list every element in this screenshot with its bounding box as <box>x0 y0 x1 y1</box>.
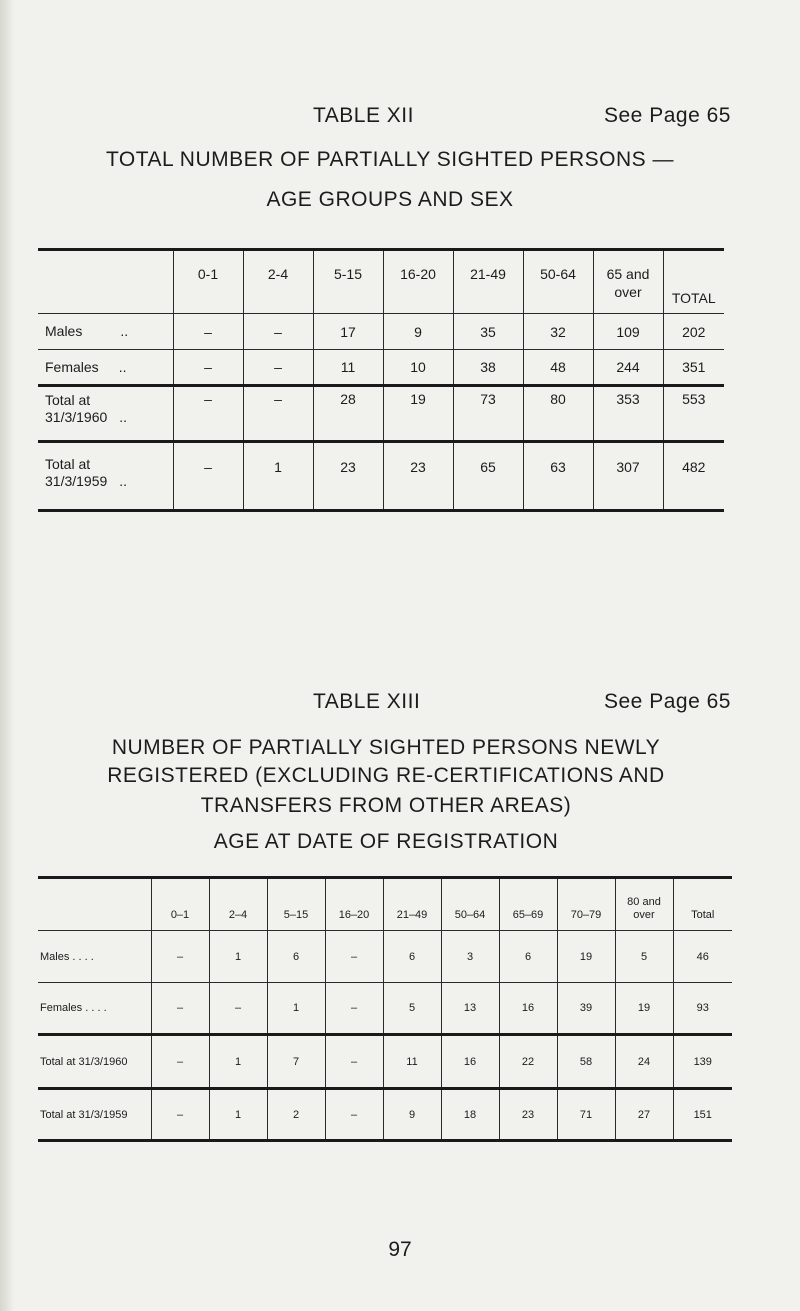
table13-cell: 22 <box>499 1035 557 1089</box>
table13-row <box>38 931 732 983</box>
table12-cell: 23 <box>383 442 453 511</box>
table12-cell: 351 <box>663 350 724 386</box>
table12-cell: 28 <box>313 386 383 442</box>
table13-header-cell: 65–69 <box>499 878 557 931</box>
table12-row-label: Total at 31/3/1959 .. <box>38 442 173 511</box>
table13-cell: 3 <box>441 931 499 983</box>
table13-title-line2: REGISTERED (EXCLUDING RE-CERTIFICATIONS AND <box>107 764 665 787</box>
table13-cell: 16 <box>499 983 557 1035</box>
table12-row-label: Total at 31/3/1960 .. <box>38 386 173 442</box>
table13-cell: 46 <box>673 931 732 983</box>
table12 <box>38 248 724 512</box>
table13-cell: – <box>325 983 383 1035</box>
table13-header-cell: 5–15 <box>267 878 325 931</box>
table13-cell: 1 <box>209 1035 267 1089</box>
table13-cell: 18 <box>441 1089 499 1141</box>
table12-cell: – <box>173 442 243 511</box>
table12-header-blank <box>38 250 173 314</box>
table12-number: TABLE XII <box>313 104 414 127</box>
table12-title-line1: TOTAL NUMBER OF PARTIALLY SIGHTED PERSONS — <box>105 148 674 171</box>
table13-cell: 6 <box>267 931 325 983</box>
table12-cell: 38 <box>453 350 523 386</box>
table13-header-cell: 2–4 <box>209 878 267 931</box>
table12-cell: 244 <box>593 350 663 386</box>
table13-row <box>38 1035 732 1089</box>
table12-title-line2: AGE GROUPS AND SEX <box>266 188 514 211</box>
table12-header-cell: 0-1 <box>173 250 243 314</box>
table12-header-cell: 21-49 <box>453 250 523 314</box>
table12-cell: 48 <box>523 350 593 386</box>
table13-row-label: Total at 31/3/1960 <box>38 1035 151 1089</box>
table12-cell: 63 <box>523 442 593 511</box>
page-number: 97 <box>388 1238 412 1261</box>
table12-cell: 35 <box>453 314 523 350</box>
table13-cell: 27 <box>615 1089 673 1141</box>
table13-cell: 93 <box>673 983 732 1035</box>
table12-row-label: Males .. <box>38 314 173 350</box>
table12-cell: 553 <box>663 386 724 442</box>
table13-cell: 9 <box>383 1089 441 1141</box>
table12-cell: 17 <box>313 314 383 350</box>
table12-cell: 73 <box>453 386 523 442</box>
table12-see-page: See Page 65 <box>604 104 731 127</box>
table12-cell: 1 <box>243 442 313 511</box>
table12-cell: – <box>243 314 313 350</box>
table13-cell: – <box>325 1035 383 1089</box>
table12-cell: – <box>243 386 313 442</box>
table12-cell: – <box>243 350 313 386</box>
table13-cell: 139 <box>673 1035 732 1089</box>
table12-header-cell: 5-15 <box>313 250 383 314</box>
table13-title-line4: AGE AT DATE OF REGISTRATION <box>213 830 559 853</box>
table12-cell: 80 <box>523 386 593 442</box>
table13-cell: 23 <box>499 1089 557 1141</box>
table13-cell: 6 <box>383 931 441 983</box>
table13-cell: 71 <box>557 1089 615 1141</box>
table12-cell: 202 <box>663 314 724 350</box>
table13-cell: – <box>151 983 209 1035</box>
table12-row <box>38 442 724 511</box>
table12-row <box>38 386 724 442</box>
table13-cell: 1 <box>267 983 325 1035</box>
table13-header-cell: 70–79 <box>557 878 615 931</box>
table13-cell: 24 <box>615 1035 673 1089</box>
table13-cell: – <box>209 983 267 1035</box>
table13-row-label: Males . . . . <box>38 931 151 983</box>
table13-cell: – <box>325 931 383 983</box>
table12-heading <box>0 104 800 134</box>
table12-header-cell: 2-4 <box>243 250 313 314</box>
table12-cell: – <box>173 386 243 442</box>
table13-row-label: Females . . . . <box>38 983 151 1035</box>
table13-see-page: See Page 65 <box>604 690 731 713</box>
table13-cell: 7 <box>267 1035 325 1089</box>
table13-title-line1: NUMBER OF PARTIALLY SIGHTED PERSONS NEWLY <box>111 736 661 759</box>
table12-header-row <box>38 250 724 314</box>
table12-cell: 353 <box>593 386 663 442</box>
table13-cell: 58 <box>557 1035 615 1089</box>
table13-header-total: Total <box>673 878 732 931</box>
table12-cell: 19 <box>383 386 453 442</box>
table12-header-cell: 65 and over <box>593 250 663 314</box>
table13-number: TABLE XIII <box>313 690 421 713</box>
table13-header-cell: 80 and over <box>615 878 673 931</box>
table13-cell: 19 <box>615 983 673 1035</box>
table13-cell: – <box>151 1035 209 1089</box>
table13-row-label: Total at 31/3/1959 <box>38 1089 151 1141</box>
table12-header-cell: 50-64 <box>523 250 593 314</box>
table13-cell: 13 <box>441 983 499 1035</box>
table13-title-line3: TRANSFERS FROM OTHER AREAS) <box>200 794 572 817</box>
table12-header-total: TOTAL <box>663 250 724 314</box>
table13-header-cell: 16–20 <box>325 878 383 931</box>
table13-cell: – <box>151 1089 209 1141</box>
table12-row <box>38 314 724 350</box>
table12-cell: – <box>173 350 243 386</box>
table13-cell: 5 <box>615 931 673 983</box>
table12-cell: 10 <box>383 350 453 386</box>
table12-cell: 482 <box>663 442 724 511</box>
table12-cell: 11 <box>313 350 383 386</box>
table13-cell: 11 <box>383 1035 441 1089</box>
table13-cell: – <box>325 1089 383 1141</box>
table12-cell: 32 <box>523 314 593 350</box>
table13-cell: 1 <box>209 931 267 983</box>
table13-cell: 39 <box>557 983 615 1035</box>
table12-cell: 109 <box>593 314 663 350</box>
table12-row-label: Females .. <box>38 350 173 386</box>
table13-cell: 16 <box>441 1035 499 1089</box>
table13-cell: 19 <box>557 931 615 983</box>
table13-cell: 151 <box>673 1089 732 1141</box>
table12-row <box>38 350 724 386</box>
table13-heading <box>0 690 800 720</box>
table12-cell: 23 <box>313 442 383 511</box>
table13-cell: 2 <box>267 1089 325 1141</box>
table13-cell: 1 <box>209 1089 267 1141</box>
table12-cell: 9 <box>383 314 453 350</box>
table13-header-row <box>38 878 732 931</box>
table12-cell: – <box>173 314 243 350</box>
table13-cell: – <box>151 931 209 983</box>
table13-row <box>38 983 732 1035</box>
table13-header-cell: 50–64 <box>441 878 499 931</box>
table13-row <box>38 1089 732 1141</box>
table13-header-cell: 21–49 <box>383 878 441 931</box>
table13-header-cell: 0–1 <box>151 878 209 931</box>
table13-cell: 5 <box>383 983 441 1035</box>
table12-cell: 65 <box>453 442 523 511</box>
table13-header-blank <box>38 878 151 931</box>
table12-header-cell: 16-20 <box>383 250 453 314</box>
table13-cell: 6 <box>499 931 557 983</box>
table13 <box>38 876 732 1142</box>
table12-cell: 307 <box>593 442 663 511</box>
